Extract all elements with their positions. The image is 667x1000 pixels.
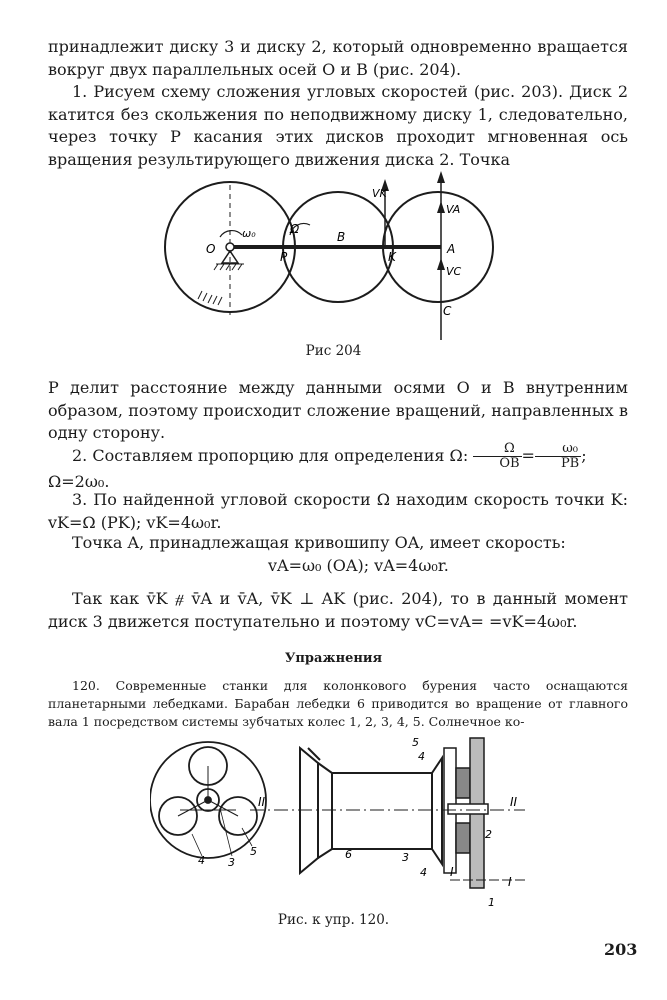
fig2-label-3: 3 — [402, 851, 409, 864]
fig2-label-II-left: II — [258, 795, 266, 809]
figure-exercise-120 — [150, 728, 530, 913]
va-arrow-top — [437, 171, 445, 183]
fig2-label-5: 5 — [412, 736, 419, 749]
omega0-arc-icon — [220, 231, 242, 237]
label-omega0: ω₀ — [242, 227, 256, 240]
semicolon: ; — [581, 446, 587, 465]
fig2-label-2: 2 — [485, 828, 492, 841]
figure-204 — [150, 165, 510, 345]
hatch-icon — [214, 264, 244, 270]
paragraph-4 — [48, 442, 628, 494]
fraction-2 — [535, 442, 581, 471]
fig2-label-5a: 5 — [250, 845, 257, 858]
paragraph-3: P делит расстояние между данными осями O и B внутренним образом, поэтому происходит сложение вращений, направленных в одну сторону. — [48, 378, 628, 443]
fraction-2-den: PB — [560, 456, 580, 471]
fig2-label-6: 6 — [345, 848, 352, 861]
fraction-1-num: Ω — [473, 442, 521, 457]
vc-arrow — [437, 258, 445, 270]
fraction-2-num: ω₀ — [535, 442, 581, 457]
exercises-heading: Упражнения — [284, 651, 383, 666]
fig2-label-I-right: I — [508, 875, 512, 889]
paragraph-5: 3. По найденной угловой скорости Ω находим скорость точки K: vK=Ω (PK); vK=4ω₀r. — [48, 490, 628, 532]
fig2-label-1: 1 — [488, 896, 495, 909]
paragraph-2: 1. Рисуем схему сложения угловых скоростей (рис. 203). Диск 2 катится без скольжения по неподвижному диску 1, следовательно, через точку P касания этих дисков проходит мгновенная ось вращения результирующего движения диска 2. Точка — [48, 82, 628, 169]
paragraph-1: принадлежит диску 3 и диску 2, который одновременно вращается вокруг двух параллельных осей O и B (рис. 204). — [48, 37, 628, 79]
va-arrow — [437, 201, 445, 213]
figure-exercise-caption: Рис. к упр. 120. — [277, 912, 390, 928]
fixed-disk-hatch-icon — [198, 291, 222, 305]
label-vC: VC — [446, 265, 462, 278]
fig2-label-4: 4 — [420, 866, 427, 879]
exercise-120-text: 120. Современные станки для колонкового бурения часто оснащаются планетарными лебедками. Барабан лебедки 6 приводится во вращение от главного вала 1 посредством системы зубчатых колес 1, 2, 3, 4, 5. Солнечное ко- — [48, 678, 628, 729]
label-O: O — [206, 242, 216, 256]
page-number: 203 — [604, 940, 638, 959]
fig2-label-I-left: I — [450, 865, 454, 879]
fraction-1-den: OB — [499, 456, 520, 471]
formula-vA: vA=ω₀ (OA); vA=4ω₀r. — [268, 556, 449, 575]
omega-result: Ω=2ω₀. — [48, 472, 110, 491]
fig2-label-4b: 4 — [418, 750, 425, 763]
fraction-1 — [473, 442, 521, 471]
fig2-label-4: 4 — [198, 854, 205, 867]
proportion-text: 2. Составляем пропорцию для определения Ω: — [72, 446, 469, 465]
figure-204-caption: Рис 204 — [305, 343, 362, 359]
label-P: P — [280, 250, 288, 264]
paragraph-6: Точка A, принадлежащая кривошипу OA, имеет скорость: — [72, 533, 566, 552]
paragraph-7: Так как v̄K ⧣ v̄A и v̄A, v̄K ⊥ AK (рис. 204), то в данный момент диск 3 движется поступательно и поэтому vC=vA= =vK=4ω₀r. — [48, 589, 628, 631]
label-C: C — [443, 304, 452, 318]
label-vA: VA — [446, 203, 461, 216]
label-B: B — [337, 230, 346, 244]
label-A: A — [447, 242, 456, 256]
label-vK: VK — [372, 187, 387, 200]
fig2-label-II-right: II — [510, 795, 518, 809]
fig2-label-3a: 3 — [228, 856, 235, 869]
label-Omega: Ω — [290, 222, 300, 236]
equals-sign: = — [521, 446, 535, 465]
label-K: K — [388, 250, 396, 264]
